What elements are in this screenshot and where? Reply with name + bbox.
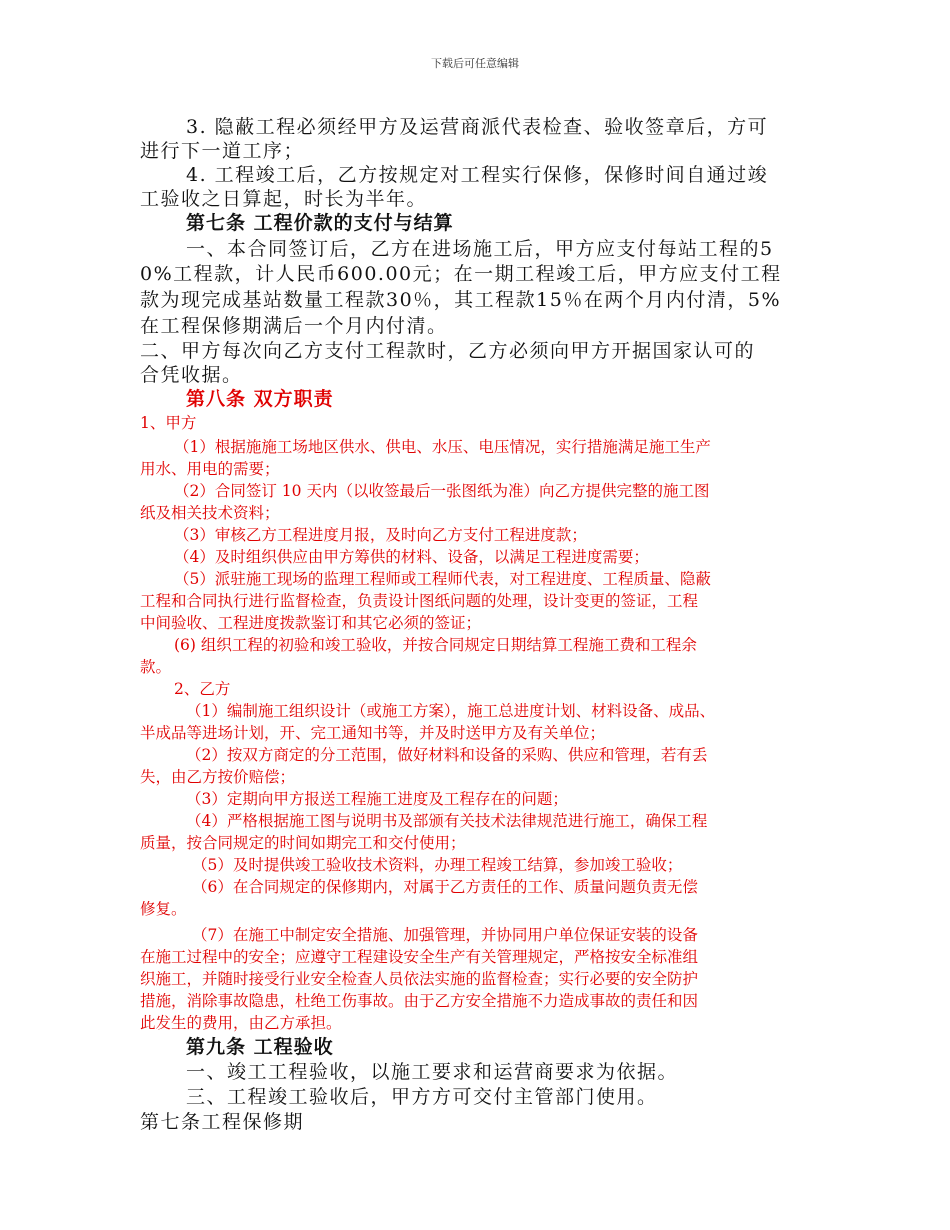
text-line: 用水、用电的需要； — [140, 460, 280, 478]
text-line: （4）严格根据施工图与说明书及部颁有关技术法律规范进行施工，确保工程 — [186, 812, 708, 830]
text-line: 三、工程竣工验收后，甲方方可交付主管部门使用。 — [186, 1086, 658, 1108]
text-line: 在施工过程中的安全；应遵守工程建设安全生产有关管理规定，严格按安全标准组 — [140, 948, 699, 966]
section-heading: 第九条 工程验收 — [186, 1036, 334, 1058]
text-line: 质量，按合同规定的时间如期完工和交付使用； — [140, 834, 466, 852]
text-line: （7）在施工中制定安全措施、加强管理，并协同用户单位保证安装的设备 — [192, 926, 698, 944]
text-line: 合凭收据。 — [140, 364, 243, 386]
text-line: 第七条工程保修期 — [140, 1111, 305, 1133]
text-line: 工验收之日算起，时长为半年。 — [140, 188, 428, 210]
text-line: （5）派驻施工现场的监理工程师或工程师代表，对工程进度、工程质量、隐蔽 — [174, 570, 711, 588]
section-heading: 第七条 工程价款的支付与结算 — [186, 212, 454, 234]
text-line: （6）在合同规定的保修期内，对属于乙方责任的工作、质量问题负责无偿 — [192, 878, 698, 896]
text-line: 工程和合同执行进行监督检查，负责设计图纸问题的处理，设计变更的签证，工程 — [140, 592, 699, 610]
text-line: （5）及时提供竣工验收技术资料，办理工程竣工结算，参加竣工验收； — [192, 856, 683, 874]
page-header: 下载后可任意编辑 — [431, 57, 519, 70]
text-line: （3）审核乙方工程进度月报，及时向乙方支付工程进度款； — [174, 526, 587, 544]
text-line: 此发生的费用，由乙方承担。 — [140, 1014, 342, 1032]
text-line: 1、甲方 — [140, 414, 197, 432]
section-heading: 第八条 双方职责 — [186, 388, 334, 410]
text-line: 纸及相关技术资料； — [140, 504, 280, 522]
text-line: 在工程保修期满后一个月内付清。 — [140, 315, 448, 337]
text-line: 半成品等进场计划，开、完工通知书等，并及时送甲方及有关单位； — [140, 724, 606, 742]
text-line: （1）编制施工组织设计（或施工方案），施工总进度计划、材料设备、成品、 — [186, 702, 716, 720]
text-line: 3. 隐蔽工程必须经甲方及运营商派代表检查、验收签章后，方可 — [186, 116, 769, 138]
text-line: 进行下一道工序； — [140, 140, 305, 162]
text-line: 款。 — [140, 658, 172, 676]
text-line: 措施，消除事故隐患，杜绝工伤事故。由于乙方安全措施不力造成事故的责任和因 — [140, 992, 699, 1010]
text-line: 二、甲方每次向乙方支付工程款时，乙方必须向甲方开据国家认可的 — [140, 340, 756, 362]
text-line: 失，由乙方按价赔偿； — [140, 768, 296, 786]
text-line: 款为现完成基站数量工程款30％，其工程款15％在两个月内付清，5% — [140, 289, 781, 311]
text-line: 织施工，并随时接受行业安全检查人员依法实施的监督检查；实行必要的安全防护 — [140, 970, 699, 988]
text-line: （2）合同签订 10 天内（以收签最后一张图纸为准）向乙方提供完整的施工图 — [174, 482, 710, 500]
text-line: 0%工程款，计人民币600.00元；在一期工程竣工后，甲方应支付工程 — [140, 263, 782, 285]
text-line: 2、乙方 — [174, 680, 231, 698]
text-line: （1）根据施施工场地区供水、供电、水压、电压情况，实行措施满足施工生产 — [174, 438, 711, 456]
text-line: (6) 组织工程的初验和竣工验收，并按合同规定日期结算工程施工费和工程余 — [174, 636, 697, 654]
text-line: 一、竣工工程验收，以施工要求和运营商要求为依据。 — [186, 1061, 679, 1083]
text-line: 中间验收、工程进度拨款鉴订和其它必须的签证； — [140, 614, 482, 632]
text-line: 一、本合同签订后，乙方在进场施工后，甲方应支付每站工程的5 — [186, 238, 774, 260]
text-line: （4）及时组织供应由甲方筹供的材料、设备，以满足工程进度需要； — [174, 548, 649, 566]
text-line: （2）按双方商定的分工范围，做好材料和设备的采购、供应和管理，若有丢 — [186, 746, 708, 764]
text-line: 4. 工程竣工后，乙方按规定对工程实行保修，保修时间自通过竣 — [186, 164, 769, 186]
text-line: （3）定期向甲方报送工程施工进度及工程存在的问题； — [186, 790, 568, 808]
text-line: 修复。 — [140, 900, 187, 918]
